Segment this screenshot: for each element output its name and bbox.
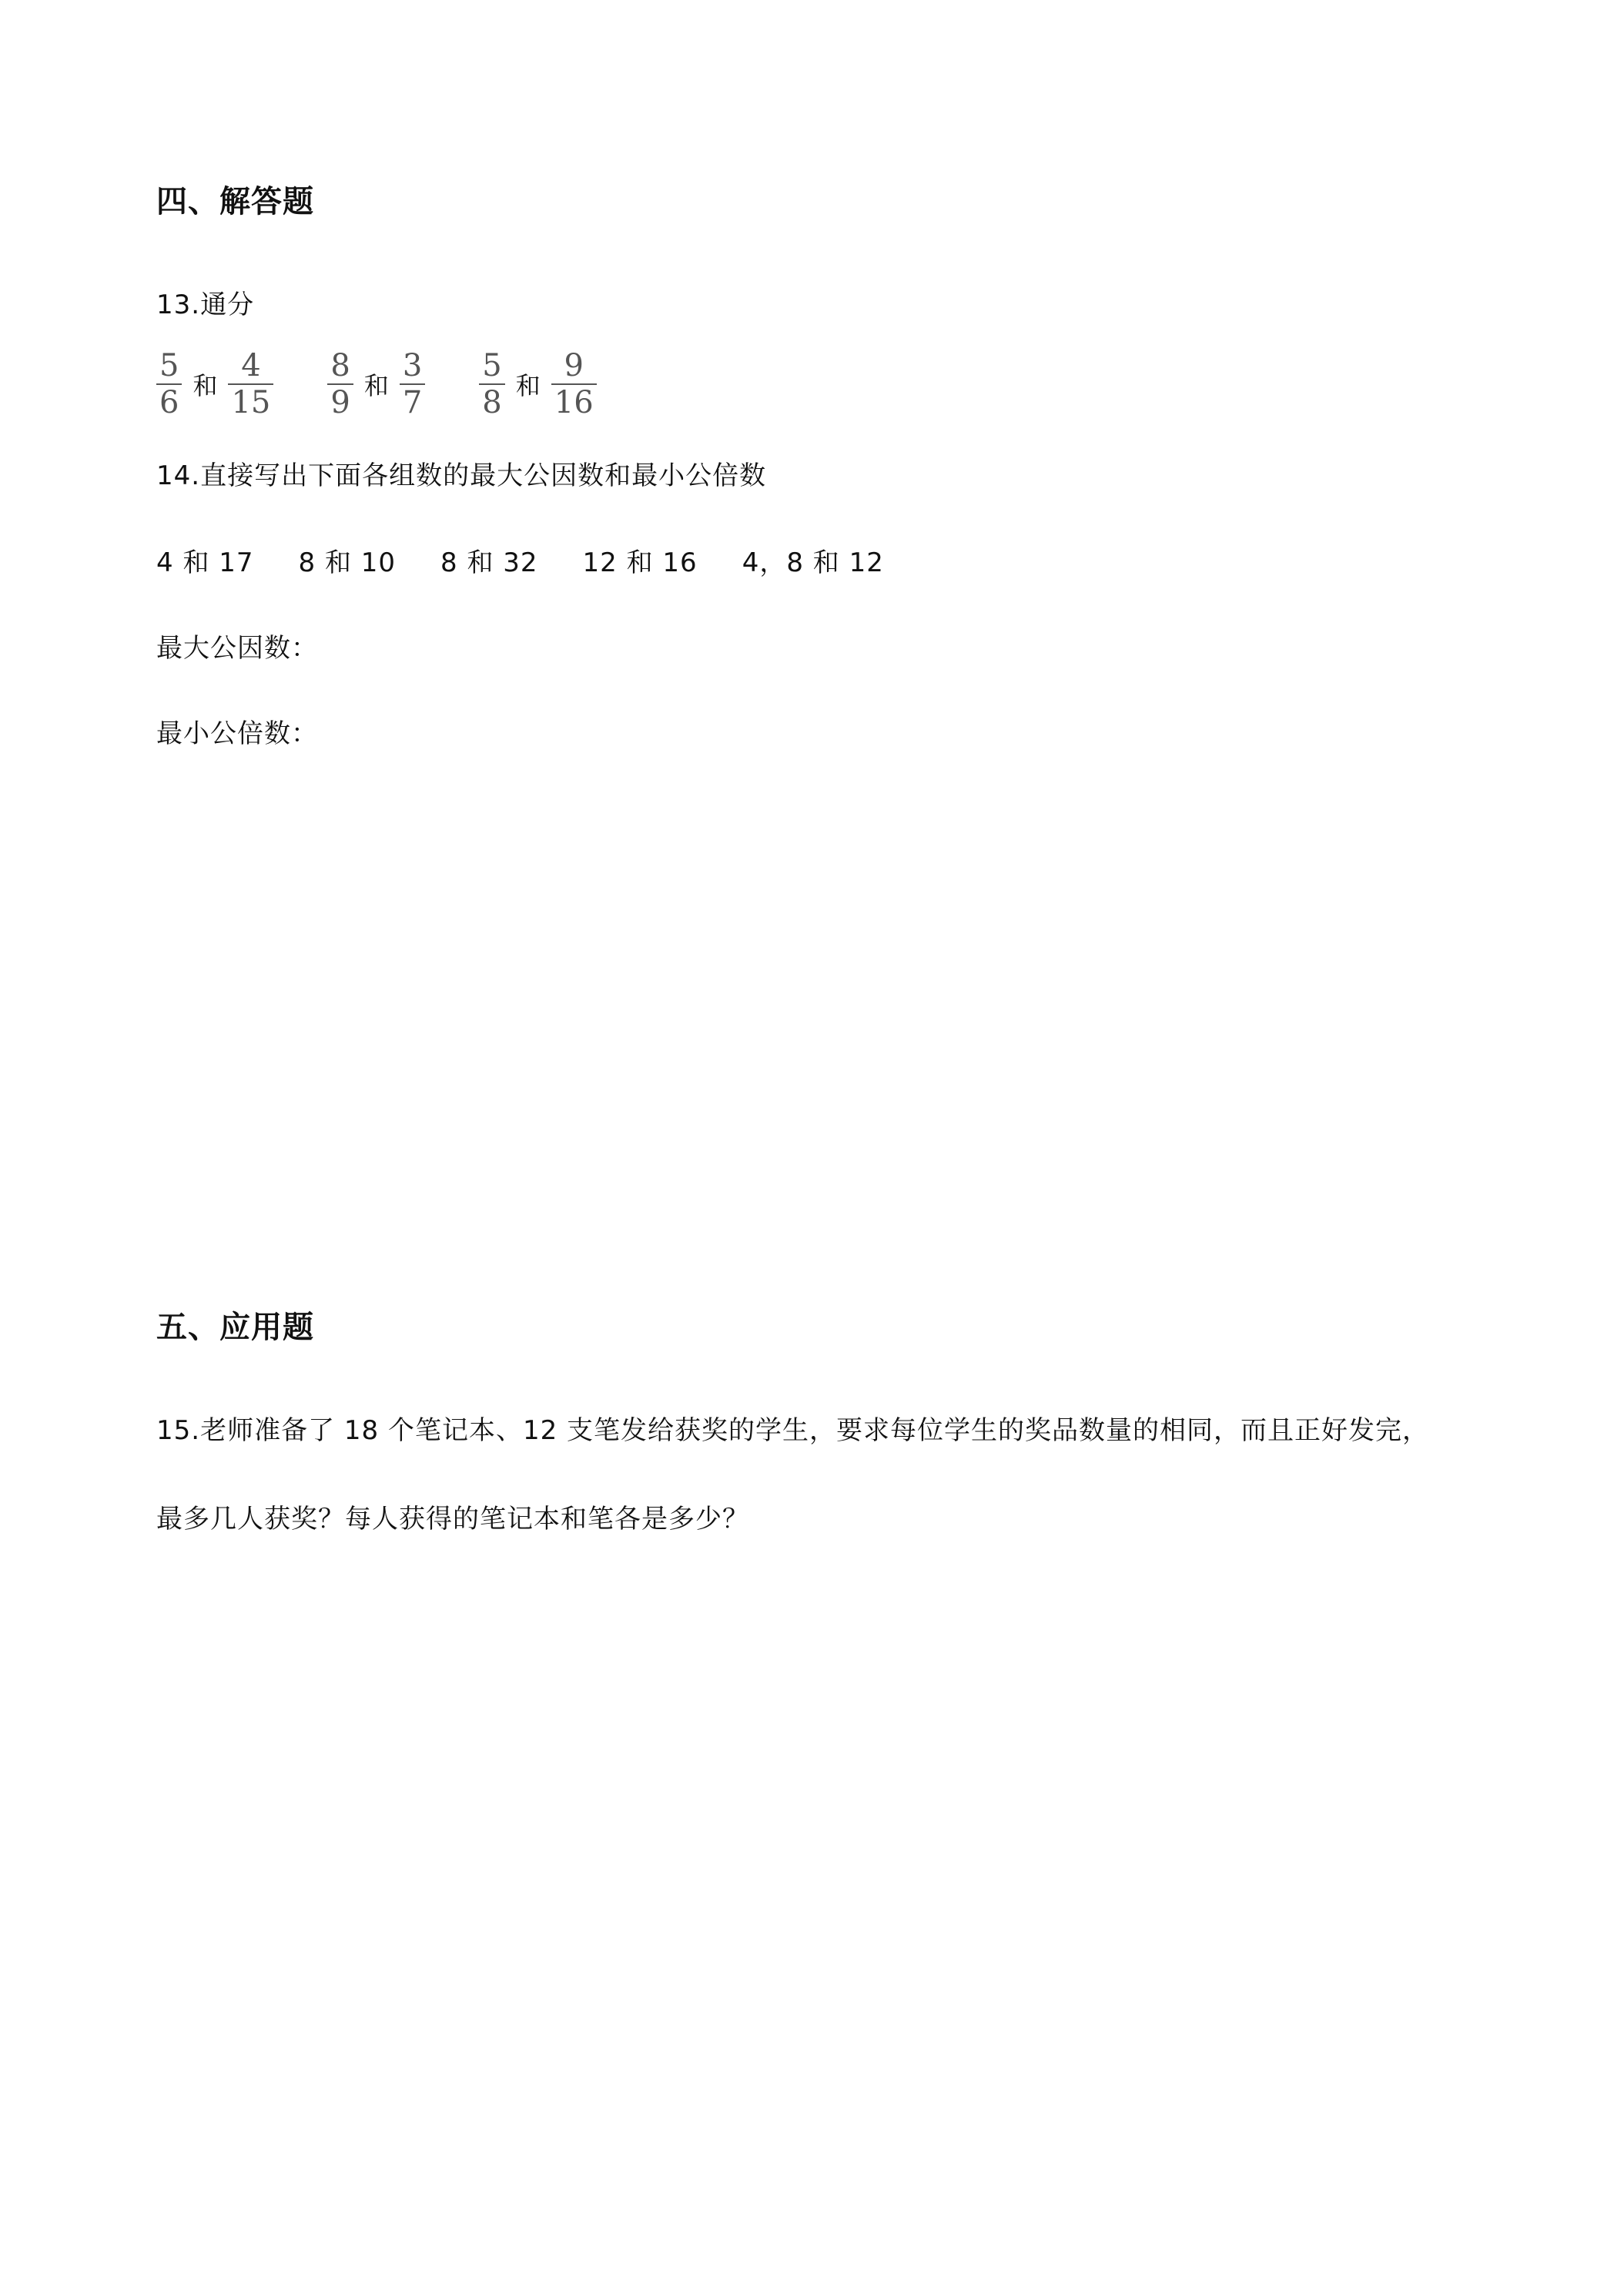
fraction [327, 350, 353, 418]
joiner-word: 和 [515, 371, 541, 400]
fraction [156, 350, 182, 418]
numerator: 5 [159, 348, 179, 383]
joiner-word: 和 [193, 371, 218, 400]
number-group: 8 和 10 [298, 547, 397, 578]
question-15-line-1: 15.老师准备了 18 个笔记本、12 支笔发给获奖的学生，要求每位学生的奖品数量的相同，而且正好发完， [156, 1415, 1430, 1446]
question-14-number-groups [156, 541, 929, 579]
fraction [479, 350, 504, 418]
fraction [551, 350, 597, 418]
fraction [228, 350, 273, 418]
denominator: 15 [231, 385, 271, 420]
question-14-label: 14.直接写出下面各组数的最大公因数和最小公倍数 [156, 460, 767, 491]
number-group: 12 和 16 [582, 547, 698, 578]
question-15-line-2: 最多几人获奖？每人获得的笔记本和笔各是多少？ [156, 1504, 749, 1535]
fraction-pair-2 [327, 350, 425, 418]
lcm-answer-label: 最小公倍数： [156, 718, 318, 749]
question-13-label: 13.通分 [156, 290, 255, 320]
gcd-answer-label: 最大公因数： [156, 633, 318, 664]
numerator: 3 [402, 348, 423, 383]
denominator: 16 [554, 385, 594, 420]
denominator: 8 [482, 385, 502, 420]
denominator: 9 [330, 385, 350, 420]
numerator: 5 [482, 348, 502, 383]
fraction-pair-3 [479, 350, 596, 418]
numerator: 4 [241, 348, 261, 383]
number-group: 8 和 32 [440, 547, 538, 578]
number-group: 4，8 和 12 [742, 547, 884, 578]
numerator: 8 [330, 348, 350, 383]
denominator: 7 [402, 385, 423, 420]
joiner-word: 和 [363, 371, 389, 400]
denominator: 6 [159, 385, 179, 420]
numerator: 9 [564, 348, 584, 383]
question-13-fractions [156, 350, 651, 418]
fraction-pair-1 [156, 350, 273, 418]
number-group: 4 和 17 [156, 547, 254, 578]
fraction [400, 350, 425, 418]
section-4-title: 四、解答题 [156, 184, 314, 219]
section-5-title: 五、应用题 [156, 1310, 314, 1345]
